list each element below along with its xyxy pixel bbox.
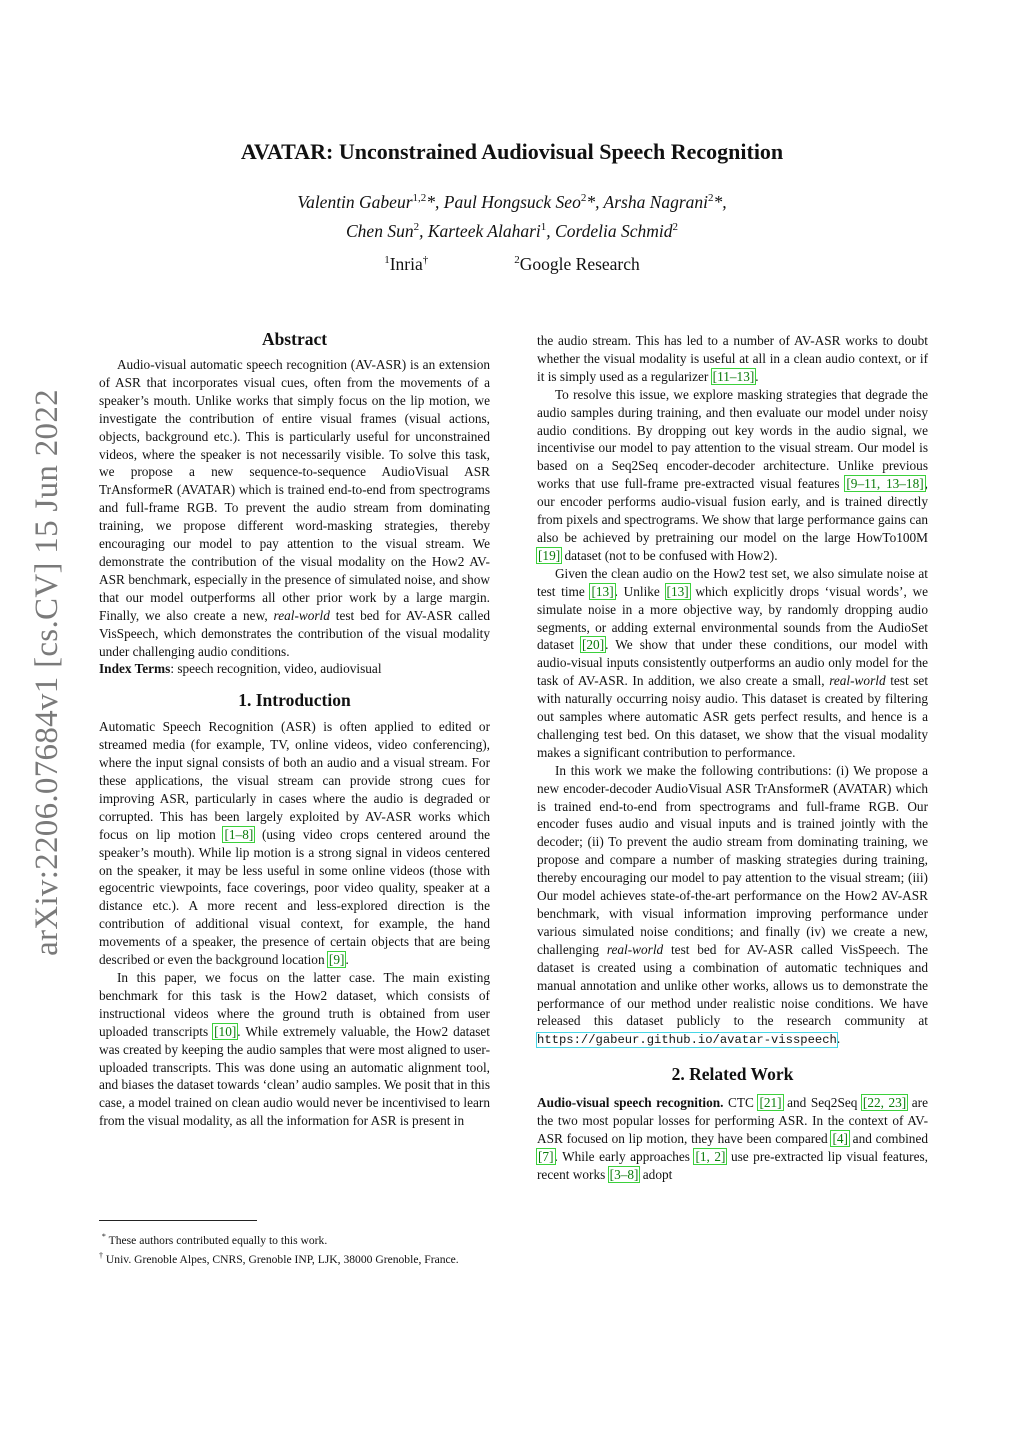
paragraph-run-in-heading: Audio-visual speech recognition. (537, 1095, 724, 1111)
citation-link[interactable]: [1–8] (224, 826, 254, 842)
equal-contribution-mark: * (586, 191, 596, 212)
emphasis: real-world (606, 941, 664, 957)
equal-contribution-mark: * (713, 191, 723, 212)
citation-link[interactable]: [20] (581, 637, 605, 653)
intro-paragraph-2-cont: the audio stream. This has led to a number of AV-ASR works to doubt whether the visual modality is useful at all in a clean audio context, or if it is simply used as a regularizer [11–13]. (537, 333, 928, 384)
abstract-text: Audio-visual automatic speech recognition (AV-ASR) is an extension of ASR that incorporates visual cues, often from the movements of a speaker’s mouth. Unlike works that simply focus on the lip motion, we investigate the contribution of entire visual frames (visual actions, objects, background etc.). This is particularly useful for unconstrained videos, where the speaker is not necessarily visible. To solve this task, we propose a new sequence-to-sequence AudioVisual ASR TrAnsformeR (AVATAR) which is trained end-to-end from spectrograms and full-frame RGB. To prevent the audio stream from dominating training, we propose different word-masking strategies, thereby encouraging our model to pay attention to the visual stream. We demonstrate the contribution of the visual modality on the How2 AV-ASR benchmark, especially in the presence of simulated noise, and show that our model outperforms all other prior work by a large margin. Finally, we also create a new, (99, 357, 490, 623)
citation-link[interactable]: [9] (328, 952, 345, 968)
intro-contributions-paragraph: In this work we make the following contributions: (i) We propose a new encoder-decoder AudioVisual ASR TrAnsformeR (AVATAR) which is trained end-to-end from spectrograms and full-frame RGB. Our encoder fuses audio and visual inputs and is trained jointly with the decoder; (ii) To prevent the audio stream from dominating training, we propose and compare a number of masking strategies during training, thereby encouraging our model to pay attention to the visual stream; (iii) Our model achieves state-of-the-art performance on the How2 AV-ASR benchmark, with visual information improving performance under various simulated noise conditions; and finally (iv) we create a new, challenging real-world test bed for AV-ASR called VisSpeech. The dataset is created using a combination of automatic techniques and manual annotation and unlike other works, allows us to demonstrate the performance of our method under realistic noise conditions. We have released this dataset publicly to the research community at https://gabeur.github.io/avatar-visspeech. (537, 762, 928, 1048)
citation-link[interactable]: [3–8] (609, 1166, 639, 1182)
author-line-1: Valentin Gabeur$^{1,2}$*, Paul Hongsuck Seo$^2$*, Arsha Nagrani$^2$*, (297, 191, 727, 212)
arxiv-identifier-stamp (27, 388, 67, 956)
affiliation-name: Google Research (519, 254, 640, 274)
left-column (99, 328, 490, 1130)
citation-link[interactable]: [21] (759, 1095, 782, 1111)
citation-link[interactable]: [1, 2] (695, 1148, 726, 1164)
affiliation-number: 2 (514, 254, 520, 267)
arxiv-stamp-text: arXiv:2206.07684v1 [cs.CV] 15 Jun 2022 (28, 388, 65, 956)
footnote-affiliation: † Univ. Grenoble Alpes, CNRS, Grenoble INP, LJK, 38000 Grenoble, France. (99, 1250, 459, 1266)
intro-paragraph-1: Automatic Speech Recognition (ASR) is often applied to edited or streamed media (for example, TV, online videos, video conferencing), where the input signal consists of both an audio and a visual stream. For these applications, the visual stream can provide strong cues for improving ASR, particularly in cases where the audio is degraded or corrupted. This has been largely exploited by AV-ASR works which focus on lip motion [1–8] (using video crops centered around the speaker’s mouth). While lip motion is a strong signal in videos centered on the speaker, it may be less useful in some online videos (those with egocentric viewpoints, face coverings, poor video quality, speaker at a distance etc.). A more recent and less-explored direction is the contribution of additional visual context, for example, the hand movements of a speaker, the presence of certain objects that are being described or even the background location [9]. (99, 719, 491, 968)
equal-contribution-mark: * (426, 191, 436, 212)
emphasis: real-world (273, 607, 330, 623)
citation-link[interactable]: [7] (538, 1148, 554, 1164)
citation-link[interactable]: [11–13] (712, 368, 755, 384)
citation-link[interactable]: [13] (591, 583, 614, 599)
affiliation-number: 1 (384, 254, 390, 267)
author-name: Paul Hongsuck Seo (443, 191, 581, 212)
right-column (537, 332, 928, 1184)
author-name: Valentin Gabeur (297, 191, 413, 212)
author-line-2: Chen Sun$^2$, Karteek Alahari$^1$, Cordelia Schmid$^2$ (346, 220, 678, 241)
paper-title: AVATAR: Unconstrained Audiovisual Speech Recognition (240, 139, 784, 164)
footnote-rule (99, 1220, 257, 1221)
intro-heading: 1. Introduction (238, 690, 351, 711)
affiliation-mark: 2 (672, 220, 678, 233)
author-list (0, 186, 1024, 244)
footnotes (99, 1220, 490, 1267)
author-name: Karteek Alahari (427, 220, 541, 241)
affiliation-mark: 2 (580, 192, 587, 204)
index-terms (99, 660, 490, 678)
affiliation-name: Inria (389, 254, 423, 274)
related-work-heading: 2. Related Work (671, 1064, 794, 1085)
emphasis: real-world (829, 673, 886, 689)
index-terms-text: : speech recognition, video, audiovisual (170, 661, 382, 677)
dataset-url-link[interactable]: https://gabeur.github.io/avatar-visspeech (537, 1033, 837, 1048)
citation-link[interactable]: [19] (538, 547, 561, 563)
affiliation-mark: 1 (540, 220, 547, 233)
citation-link[interactable]: [4] (832, 1131, 848, 1147)
intro-paragraph-3: To resolve this issue, we explore masking strategies that degrade the audio samples during training, and then evaluate our model under noisy audio conditions. By dropping out key words in the audio signal, we incentivise our model to pay attention to the visual stream. Our model is based on a Seq2Seq encoder-decoder architecture. Unlike previous works that use full-frame pre-extracted visual features [9–11, 13–18], our encoder performs audio-visual fusion early, and is trained directly from pixels and spectrograms. We show that large performance gains can also be achieved by pretraining our model on the large HowTo100M [19] dataset (not to be confused with How2). (537, 386, 928, 563)
author-name: Chen Sun (346, 220, 414, 241)
intro-paragraph-4: Given the clean audio on the How2 test set, we also simulate noise at test time [13]. Unlike [13] which explicitly drops ‘visual words’, we simulate noise in a more objective way, by randomly dropping audio segments, or adding external environmental sounds from the AudioSet dataset [20]. We show that under these conditions, our model with audio-visual inputs consistently outperforms an audio only model for the task of AV-ASR. In addition, we also create a small, real-world test set with naturally occurring noisy audio. This dataset is created by filtering out samples where automatic ASR gets perfect results, and hence is a challenging test bed. On this dataset, we show that the visual modality makes a significant contribution to performance. (537, 565, 929, 760)
author-name: Cordelia Schmid (555, 220, 673, 241)
citation-link[interactable]: [9–11, 13–18] (846, 476, 924, 492)
affiliations (0, 254, 1024, 275)
author-name: Arsha Nagrani (603, 191, 709, 212)
citation-link[interactable]: [10] (214, 1023, 237, 1039)
affiliation-mark: 1,2 (412, 192, 427, 204)
footnote-equal-contribution: * These authors contributed equally to this work. (101, 1232, 328, 1247)
intro-paragraph-2: In this paper, we focus on the latter case. The main existing benchmark for this task is the How2 dataset, which consists of instructional videos where the ground truth is obtained from user uploaded transcripts [10]. While extremely valuable, the How2 dataset was created by keeping the audio samples that were most aligned to user-uploaded transcripts. This was done using an automatic alignment tool, and biases the dataset towards ‘clean’ audio samples. We posit that in this case, a model trained on clean audio would never be incentivised to learn from the visual modality, as all the information for ASR is present in (99, 970, 490, 1129)
footnote-mark: † (422, 254, 429, 267)
citation-link[interactable]: [22, 23] (862, 1095, 907, 1111)
abstract-paragraph (99, 356, 490, 660)
citation-link[interactable]: [13] (666, 583, 689, 599)
abstract-heading: Abstract (261, 329, 328, 349)
abstract-text: test bed for AV-ASR called VisSpeech, which demonstrates the contribution of the visual modality under challenging audio conditions. (99, 607, 490, 659)
index-terms-label: Index Terms (99, 661, 171, 677)
affiliation-mark: 2 (413, 220, 420, 233)
affiliation-mark: 2 (708, 192, 714, 204)
related-work-paragraph: Audio-visual speech recognition. CTC [21] and Seq2Seq [22, 23] are the two most popular losses for performing ASR. In the context of AV-ASR focused on lip motion, they have been compared [4] and combined [7]. While early approaches [1, 2] use pre-extracted lip visual features, recent works [3–8] adopt (537, 1095, 929, 1182)
